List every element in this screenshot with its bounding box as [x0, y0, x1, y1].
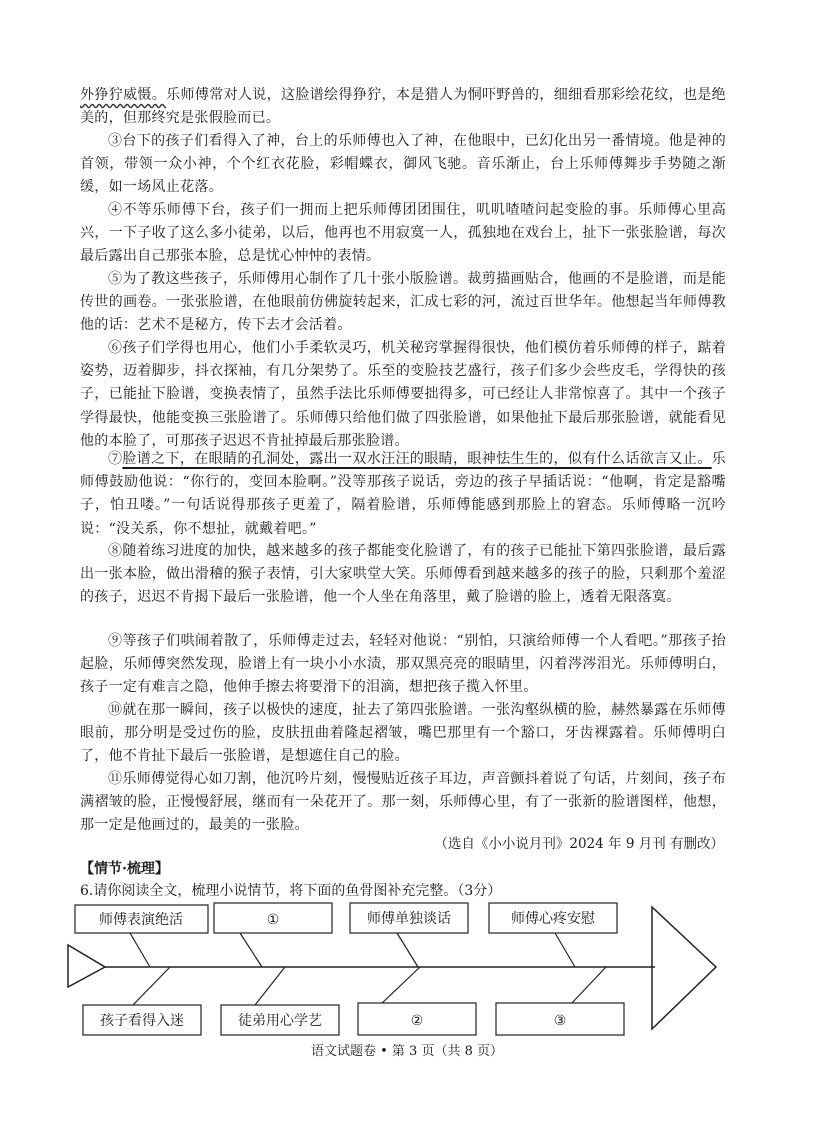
paragraph-text: ⑥孩子们学得也用心，他们小手柔软灵巧，机关秘窍掌握得很快，他们模仿着乐师傅的样子，踮着姿势，迈着脚步，抖衣探袖，有几分架势了。乐至的变脸技艺盛行，孩子们多少会些皮毛，学得快的孩子，已能扯下脸谱，变换表情了，虽然手法比乐师傅要拙得多，可已经让人非常惊喜了。其中一个孩子学得最快，他能变换三张脸谱了。乐师傅只给他们做了四张脸谱，如果他扯下最后那张脸谱，就能看见他的本脸了，可那孩子迟迟不肯扯掉最后那张脸谱。: [80, 340, 726, 449]
paragraph-8: [80, 540, 726, 610]
top-box-3-label: 师傅单独谈话: [367, 911, 451, 927]
paragraph-3: [80, 130, 726, 200]
paragraph-5: [80, 268, 726, 338]
paragraph-text: ⑨等孩子们哄闹着散了，乐师傅走过去，轻轻对他说：“别怕，只演给师傅一个人看吧。”那孩子抬起脸，乐师傅突然发现，脸谱上有一块小小水渍，那双黑亮亮的眼睛里，闪着涔涔泪光。乐师傅明白，孩子一定有难言之隐，他伸手擦去将要滑下的泪滴，想把孩子揽入怀里。: [80, 633, 726, 696]
blank-2-marker: ②: [410, 1013, 424, 1029]
paragraph-9: [80, 630, 726, 700]
paragraph-1-continuation: [80, 84, 726, 130]
bottom-box-3: [358, 1003, 476, 1035]
top-box-4-label: 师傅心疼安慰: [511, 911, 595, 927]
wavy-underlined-phrase: 外狰狞威慑。: [80, 87, 167, 103]
bottom-bone-3: [380, 967, 420, 1005]
top-box-2: [214, 903, 332, 933]
section-title: 【情节·梳理】: [80, 861, 169, 877]
bottom-box-1: [83, 1005, 201, 1035]
paragraph-text: ③台下的孩子们看得入了神，台上的乐师傅也入了神，在他眼中，已幻化出另一番情境。他是神的首领，带领一众小神，个个红衣花脸，彩帽蝶衣，御风飞驰。音乐渐止，台上乐师傅舞步手势随之渐缓，如一场风止花落。: [80, 133, 726, 196]
bottom-box-4: [496, 1003, 624, 1035]
paragraph-11: [80, 768, 726, 838]
blank-1-marker: ①: [266, 912, 280, 928]
top-box-4: [489, 903, 617, 933]
top-box-3: [350, 903, 468, 933]
paragraph-text: ⑩就在那一瞬间，孩子以极快的速度，扯去了第四张脸谱。一张沟壑纵横的脸，赫然暴露在乐师傅眼前，那分明是受过伤的脸，皮肤扭曲着隆起褶皱，嘴巴那里有一个豁口，牙齿裸露着。乐师傅明白了，他不肯扯下最后一张脸谱，是想遮住自己的脸。: [80, 702, 726, 765]
paragraph-4: [80, 199, 726, 269]
top-bone-2: [240, 933, 262, 967]
fishbone-head: [652, 907, 716, 1029]
paragraph-text: 乐师傅常对人说，这脸谱绘得狰狞，本是猎人为恫吓野兽的，细细看那彩绘花纹，也是绝美的，但那终究是张假脸而已。: [80, 87, 726, 127]
paragraph-number: ⑦: [108, 451, 123, 467]
paragraph-6: [80, 337, 726, 453]
paragraph-7: [80, 448, 726, 541]
paragraph-text: ④不等乐师傅下台，孩子们一拥而上把乐师傅团团围住，叽叽喳喳问起变脸的事。乐师傅心里高兴，一下子收了这么多小徒弟，以后，他再也不用寂寞一人，孤独地在戏台上，扯下一张张脸谱，每次最后露出自己那张本脸，总是忧心忡忡的表情。: [80, 202, 726, 265]
bottom-box-2: [221, 1005, 339, 1035]
fishbone-tail: [68, 945, 105, 987]
fishbone-diagram: [0, 895, 814, 1045]
top-bone-4: [555, 933, 575, 967]
source-citation: （选自《小小说月刊》2024 年 9 月刊 有删改）: [434, 836, 724, 852]
paragraph-text: 乐师傅鼓励他说：“你行的，变回本脸啊。”没等那孩子说话，旁边的孩子早插话说：“他啊，肯定是豁嘴子，怕丑喽。”一句话说得那孩子更羞了，隔着脸谱，乐师傅能感到那脸上的窘态。乐师傅略一沉吟说：“没关系，你不想扯，就戴着吧。”: [80, 451, 726, 537]
paragraph-text: ⑤为了教这些孩子，乐师傅用心制作了几十张小版脸谱。裁剪描画贴合，他画的不是脸谱，而是能传世的画卷。一张张脸谱，在他眼前仿佛旋转起来，汇成七彩的河，流过百世华年。他想起当年师傅教他的话：艺术不是秘方，传下去才会活着。: [80, 271, 726, 334]
bottom-bone-2: [255, 967, 285, 1005]
paragraph-10: [80, 699, 726, 769]
top-bone-3: [397, 933, 418, 967]
paragraph-text: ⑧随着练习进度的加快，越来越多的孩子都能变化脸谱了，有的孩子已能扯下第四张脸谱，最后露出一张本脸，做出滑稽的猴子表情，引大家哄堂大笑。乐师傅看到越来越多的孩子的脸，只剩那个羞涩的孩子，迟迟不肯揭下最后一张脸谱，他一个人坐在角落里，戴了脸谱的脸上，透着无限落寞。: [80, 543, 726, 606]
blank-3-marker: ③: [553, 1013, 567, 1029]
top-box-1-label: 师傅表演绝活: [99, 912, 183, 928]
bottom-bone-4: [570, 967, 606, 1005]
top-box-1: [75, 905, 208, 933]
question-6: 6.请你阅读全文，梳理小说情节，将下面的鱼骨图补充完整。（3分）: [80, 883, 502, 899]
bottom-bone-1: [133, 967, 170, 1005]
top-bone-1: [130, 933, 150, 967]
bottom-box-1-label: 孩子看得入迷: [100, 1013, 184, 1029]
underlined-sentence: 脸谱之下，在眼睛的孔洞处，露出一双水汪汪的眼睛，眼神怯生生的，似有什么话欲言又止。: [122, 451, 712, 467]
bottom-box-2-label: 徒弟用心学艺: [238, 1013, 322, 1029]
paragraph-text: ⑪乐师傅觉得心如刀割，他沉吟片刻，慢慢贴近孩子耳边，声音颤抖着说了句话，片刻间，孩子布满褶皱的脸，正慢慢舒展，继而有一朵花开了。那一刻，乐师傅心里，有了一张新的脸谱图样，他想，那一定是他画过的，最美的一张脸。: [80, 771, 726, 834]
page-footer: 语文试题卷 • 第 3 页（共 8 页）: [310, 1044, 503, 1059]
